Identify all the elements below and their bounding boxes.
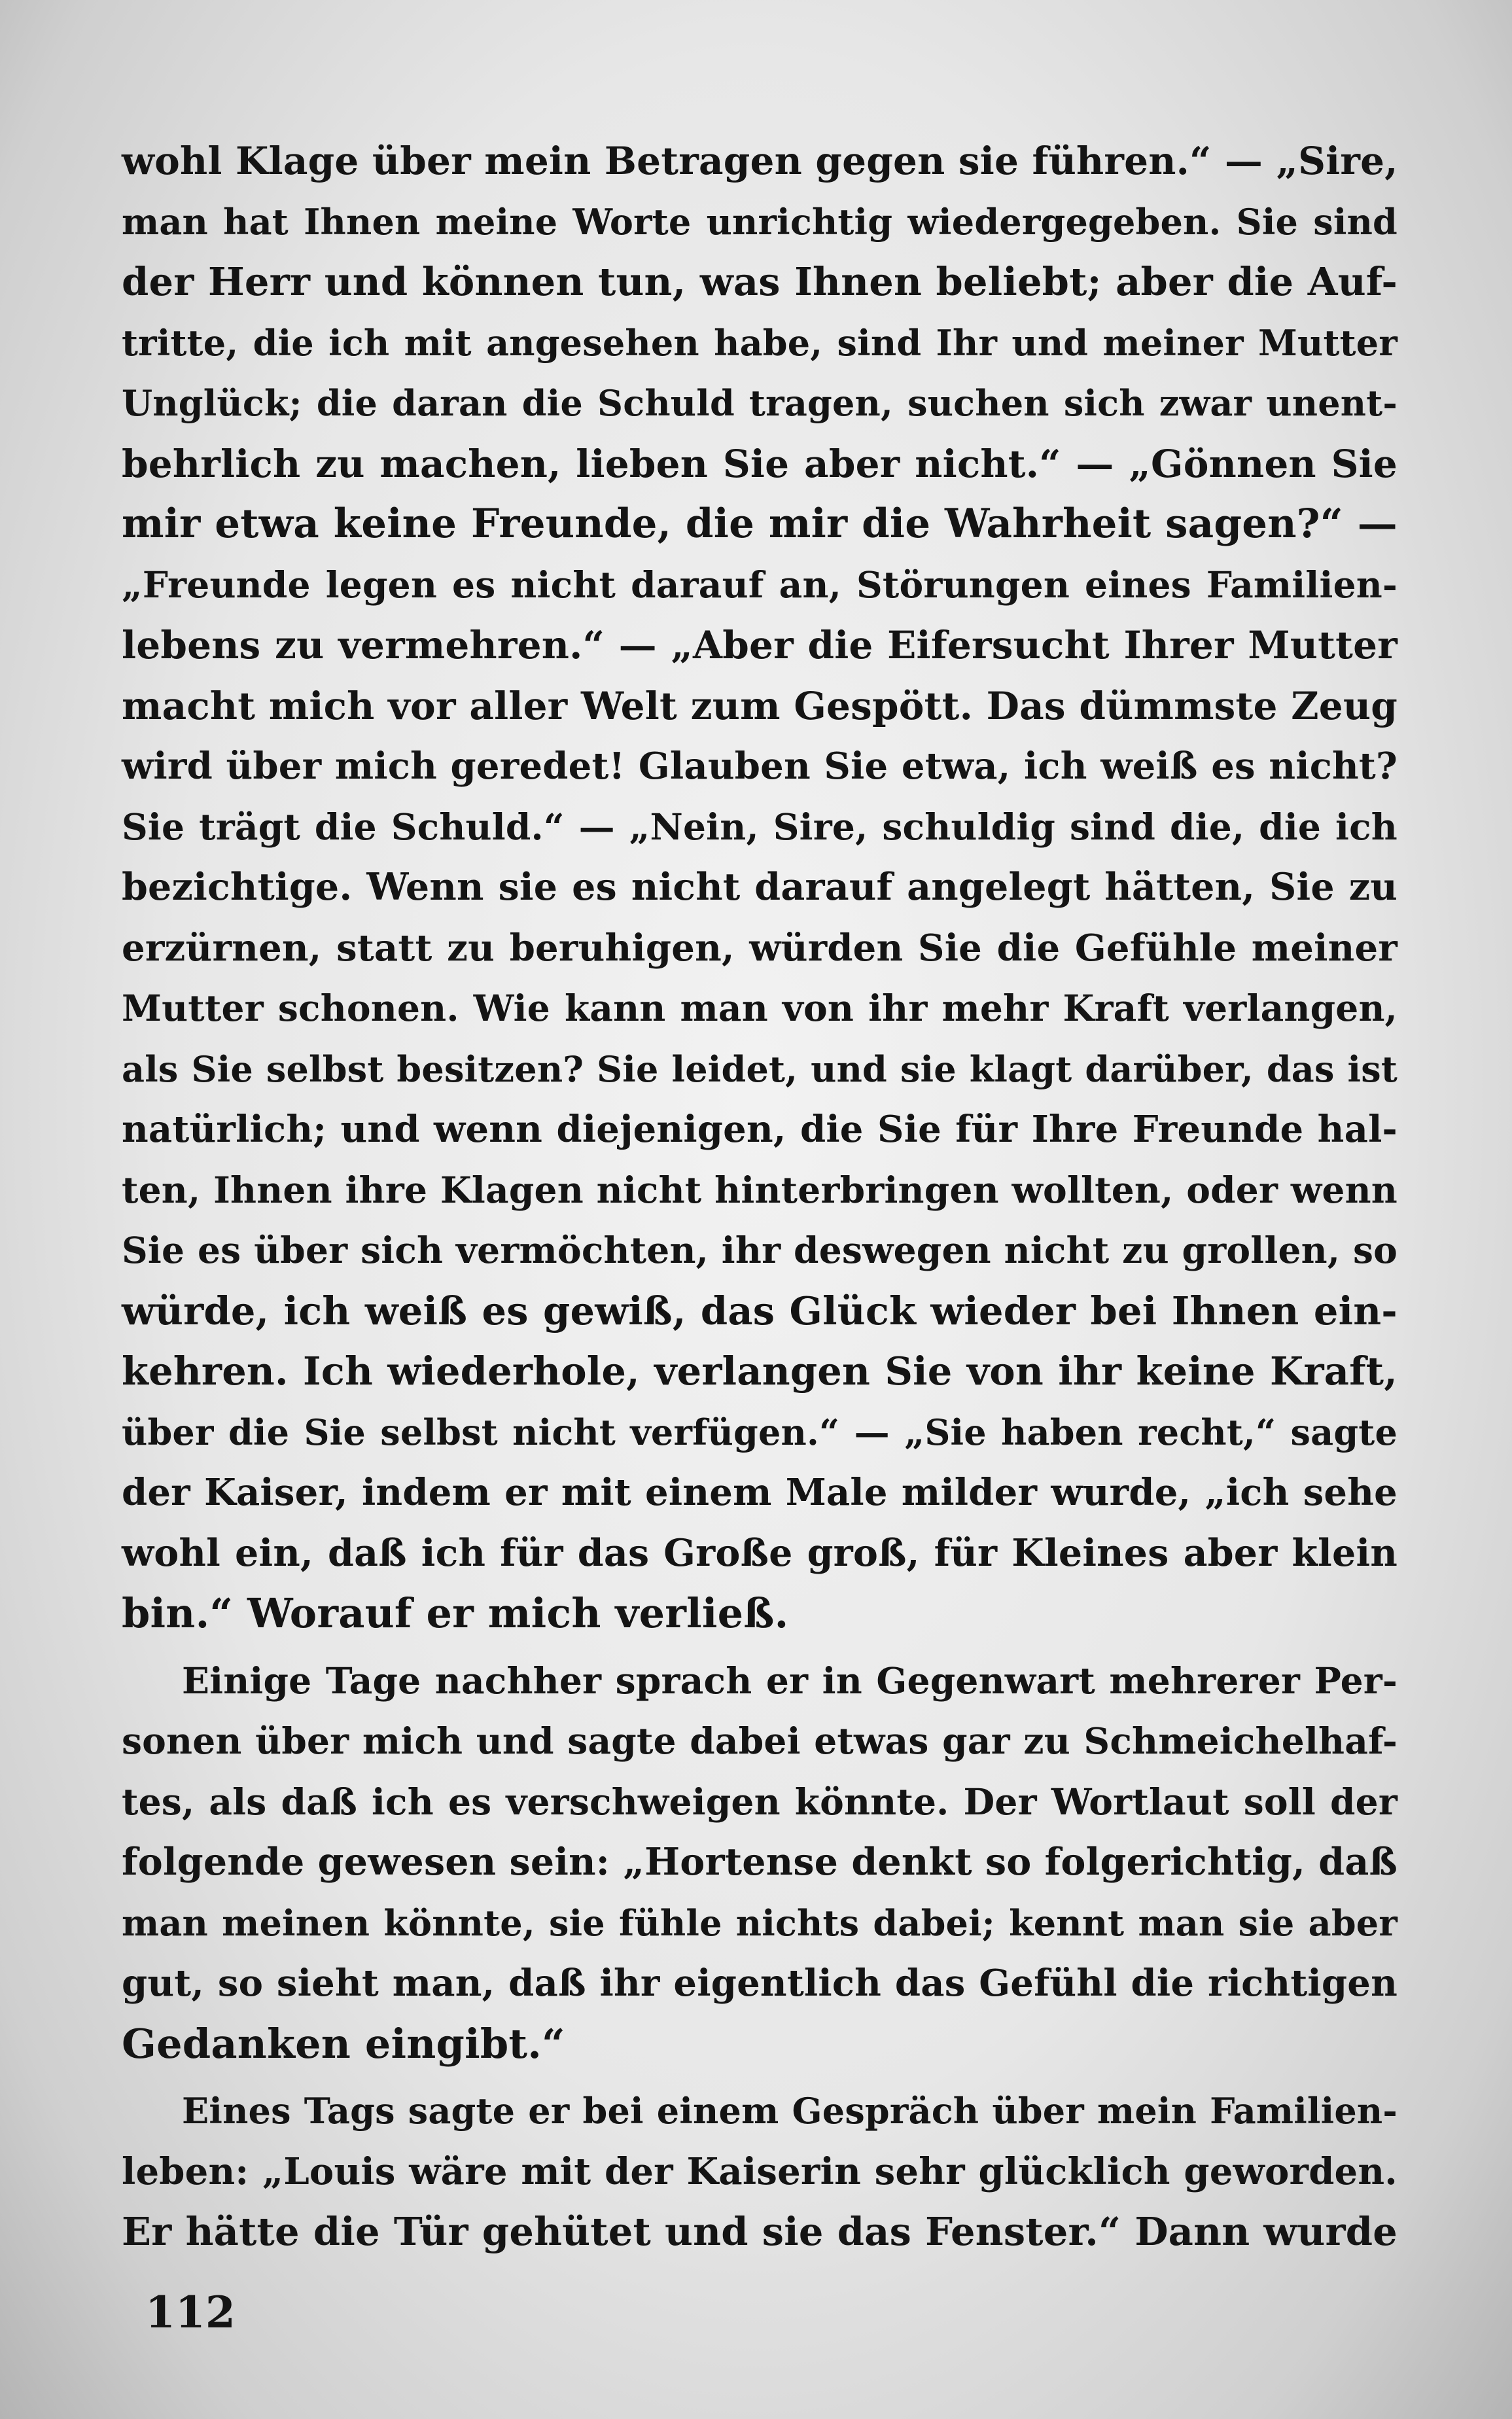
text-line: ten, Ihnen ihre Klagen nicht hinterbringen wollten, oder wenn bbox=[122, 1168, 1398, 1211]
body-text bbox=[122, 131, 1398, 2263]
paragraph-gap bbox=[122, 2074, 1398, 2081]
text-line: würde, ich weiß es gewiß, das Glück wieder bei Ihnen ein- bbox=[122, 1288, 1398, 1333]
text-line: über die Sie selbst nicht verfügen.“ — „Sie haben recht,“ sagte bbox=[122, 1411, 1398, 1453]
text-line: Gedanken eingibt.“ bbox=[122, 2019, 565, 2068]
text-line: bin.“ Worauf er mich verließ. bbox=[122, 1589, 789, 1637]
text-line: Einige Tage nachher sprach er in Gegenwart mehrerer Per- bbox=[182, 1659, 1398, 1702]
text-line: wohl Klage über mein Betragen gegen sie führen.“ — „Sire, bbox=[122, 139, 1398, 183]
text-line: Sie es über sich vermöchten, ihr deswegen nicht zu grollen, so bbox=[122, 1229, 1398, 1271]
text-line: leben: „Louis wäre mit der Kaiserin sehr glücklich geworden. bbox=[122, 2149, 1398, 2193]
text-line: kehren. Ich wiederhole, verlangen Sie von ihr keine Kraft, bbox=[122, 1349, 1398, 1394]
text-line: behrlich zu machen, lieben Sie aber nicht.“ — „Gönnen Sie bbox=[122, 441, 1398, 486]
text-line: erzürnen, statt zu beruhigen, würden Sie die Gefühle meiner bbox=[122, 926, 1398, 970]
text-line: bezichtige. Wenn sie es nicht darauf angelegt hätten, Sie zu bbox=[122, 865, 1398, 909]
text-line: man meinen könnte, sie fühle nichts dabei; kennt man sie aber bbox=[122, 1901, 1398, 1944]
text-line: Sie trägt die Schuld.“ — „Nein, Sire, schuldig sind die, die ich bbox=[122, 805, 1398, 848]
page-number: 112 bbox=[145, 2287, 236, 2338]
text-line: als Sie selbst besitzen? Sie leidet, und sie klagt darüber, das ist bbox=[122, 1048, 1398, 1090]
text-line: man hat Ihnen meine Worte unrichtig wiedergegeben. Sie sind bbox=[122, 200, 1398, 243]
text-line: wird über mich geredet! Glauben Sie etwa, ich weiß es nicht? bbox=[122, 745, 1398, 788]
text-line: mir etwa keine Freunde, die mir die Wahrheit sagen?“ — bbox=[122, 501, 1398, 547]
text-line: tritte, die ich mit angesehen habe, sind Ihr und meiner Mutter bbox=[122, 321, 1398, 364]
text-line: der Herr und können tun, was Ihnen beliebt; aber die Auf- bbox=[122, 259, 1398, 304]
text-line: Er hätte die Tür gehütet und sie das Fenster.“ Dann wurde bbox=[122, 2209, 1398, 2254]
text-line: wohl ein, daß ich für das Große groß, für Kleines aber klein bbox=[122, 1530, 1398, 1575]
paragraph-gap bbox=[122, 1644, 1398, 1651]
text-line: natürlich; und wenn diejenigen, die Sie für Ihre Freunde hal- bbox=[122, 1108, 1398, 1151]
text-line: „Freunde legen es nicht darauf an, Störungen eines Familien- bbox=[122, 563, 1398, 606]
text-line: tes, als daß ich es verschweigen könnte. Der Wortlaut soll der bbox=[122, 1780, 1398, 1823]
text-line: gut, so sieht man, daß ihr eigentlich das Gefühl die richtigen bbox=[122, 1962, 1398, 2005]
text-line: Unglück; die daran die Schuld tragen, suchen sich zwar unent- bbox=[122, 382, 1398, 424]
text-line: der Kaiser, indem er mit einem Male milder wurde, „ich sehe bbox=[122, 1471, 1398, 1514]
text-line: Mutter schonen. Wie kann man von ihr mehr Kraft verlangen, bbox=[122, 987, 1398, 1029]
text-line: folgende gewesen sein: „Hortense denkt so folgerichtig, daß bbox=[122, 1840, 1398, 1884]
text-line: Eines Tags sagte er bei einem Gespräch über mein Familien- bbox=[182, 2090, 1398, 2132]
text-line: lebens zu vermehren.“ — „Aber die Eifersucht Ihrer Mutter bbox=[122, 623, 1398, 667]
text-line: macht mich vor aller Welt zum Gespött. Das dümmste Zeug bbox=[122, 683, 1398, 728]
text-line: sonen über mich und sagte dabei etwas gar zu Schmeichelhaf- bbox=[122, 1720, 1398, 1762]
